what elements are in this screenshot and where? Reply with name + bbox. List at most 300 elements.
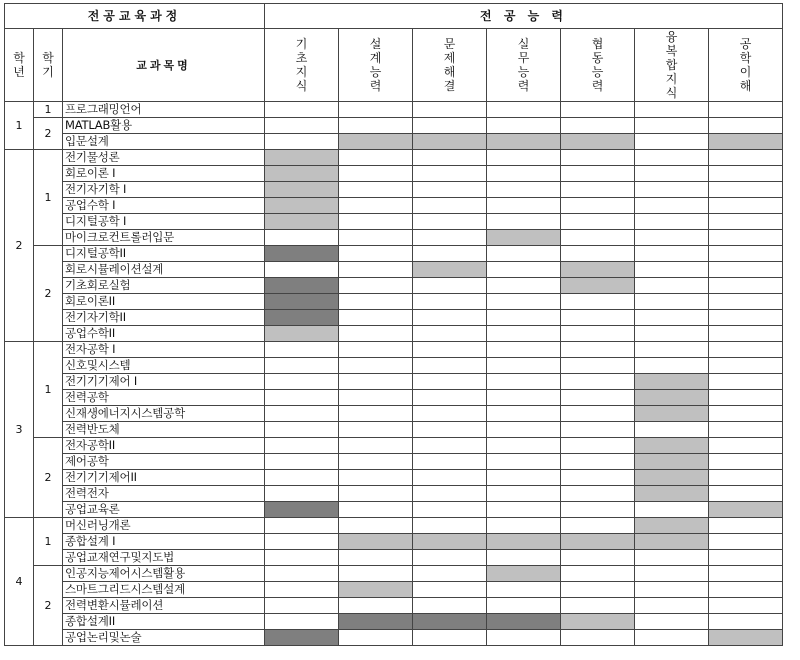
competency-cell	[487, 246, 561, 262]
competency-cell	[709, 134, 783, 150]
competency-cell	[413, 358, 487, 374]
semester-header: 학기	[34, 29, 63, 102]
competency-cell	[413, 422, 487, 438]
table-row	[5, 582, 783, 598]
course-name-cell: 전기자기학II	[63, 310, 265, 326]
competency-cell	[265, 230, 339, 246]
table-row	[5, 150, 783, 166]
course-name-cell: 전기자기학 I	[63, 182, 265, 198]
competency-cell	[561, 118, 635, 134]
course-name-cell: 전력반도체	[63, 422, 265, 438]
competency-cell	[339, 246, 413, 262]
course-name-cell: 공업수학II	[63, 326, 265, 342]
competency-cell	[413, 390, 487, 406]
table-row	[5, 214, 783, 230]
competency-cell	[487, 470, 561, 486]
competency-cell	[265, 598, 339, 614]
course-name-cell: 전기물성론	[63, 150, 265, 166]
competency-cell	[635, 294, 709, 310]
course-name-cell: 디지털공학 I	[63, 214, 265, 230]
competency-cell	[339, 262, 413, 278]
table-row	[5, 230, 783, 246]
competency-header: 전 공 능 력	[265, 4, 783, 29]
course-name-cell: 공업교재연구및지도법	[63, 550, 265, 566]
year-cell: 1	[5, 102, 34, 150]
course-name-cell: 전력전자	[63, 486, 265, 502]
competency-cell	[635, 310, 709, 326]
competency-cell	[487, 518, 561, 534]
competency-cell	[265, 470, 339, 486]
competency-cell	[265, 358, 339, 374]
competency-col-header: 기초지식	[265, 29, 339, 102]
competency-cell	[339, 326, 413, 342]
competency-cell	[265, 102, 339, 118]
competency-cell	[635, 502, 709, 518]
competency-cell	[413, 118, 487, 134]
competency-cell	[339, 518, 413, 534]
course-name-cell: 전력공학	[63, 390, 265, 406]
table-row	[5, 294, 783, 310]
competency-cell	[635, 470, 709, 486]
course-name-cell: 공업교육론	[63, 502, 265, 518]
competency-cell	[413, 406, 487, 422]
course-name-header: 교과목명	[63, 29, 265, 102]
competency-cell	[265, 134, 339, 150]
competency-cell	[487, 486, 561, 502]
competency-cell	[709, 326, 783, 342]
competency-cell	[265, 550, 339, 566]
course-name-cell: 종합설계 I	[63, 534, 265, 550]
competency-cell	[487, 566, 561, 582]
competency-cell	[487, 230, 561, 246]
competency-cell	[561, 374, 635, 390]
competency-cell	[413, 278, 487, 294]
competency-cell	[635, 198, 709, 214]
competency-cell	[635, 422, 709, 438]
competency-cell	[561, 422, 635, 438]
table-row	[5, 390, 783, 406]
competency-cell	[265, 502, 339, 518]
competency-cell	[487, 630, 561, 646]
table-row	[5, 134, 783, 150]
competency-cell	[339, 582, 413, 598]
table-row	[5, 182, 783, 198]
course-name-cell: MATLAB활용	[63, 118, 265, 134]
competency-cell	[339, 358, 413, 374]
table-row	[5, 166, 783, 182]
competency-cell	[709, 118, 783, 134]
semester-cell: 1	[34, 518, 63, 566]
competency-cell	[561, 614, 635, 630]
competency-cell	[561, 134, 635, 150]
competency-cell	[561, 150, 635, 166]
competency-cell	[413, 550, 487, 566]
competency-cell	[265, 630, 339, 646]
competency-cell	[561, 278, 635, 294]
competency-cell	[339, 566, 413, 582]
competency-cell	[635, 358, 709, 374]
competency-cell	[709, 374, 783, 390]
table-row	[5, 278, 783, 294]
competency-col-header: 협동능력	[561, 29, 635, 102]
course-name-cell: 회로이론 I	[63, 166, 265, 182]
competency-cell	[561, 310, 635, 326]
course-rows	[5, 102, 783, 646]
competency-cell	[339, 422, 413, 438]
competency-cell	[709, 438, 783, 454]
competency-cell	[265, 294, 339, 310]
competency-cell	[635, 566, 709, 582]
competency-cell	[635, 630, 709, 646]
competency-cell	[413, 566, 487, 582]
competency-cell	[487, 134, 561, 150]
competency-cell	[709, 310, 783, 326]
competency-cell	[635, 454, 709, 470]
competency-cell	[635, 150, 709, 166]
competency-cell	[709, 598, 783, 614]
competency-cell	[561, 102, 635, 118]
competency-cell	[561, 534, 635, 550]
semester-cell: 2	[34, 118, 63, 150]
course-name-cell: 전기기기제어II	[63, 470, 265, 486]
competency-cell	[339, 278, 413, 294]
competency-cell	[413, 310, 487, 326]
competency-col-header: 문제해결	[413, 29, 487, 102]
competency-cell	[339, 406, 413, 422]
competency-cell	[709, 262, 783, 278]
course-name-cell: 입문설계	[63, 134, 265, 150]
course-name-cell: 기초회로실험	[63, 278, 265, 294]
year-header: 학년	[5, 29, 34, 102]
competency-cell	[709, 342, 783, 358]
semester-cell: 1	[34, 102, 63, 118]
competency-cell	[487, 598, 561, 614]
competency-cell	[709, 294, 783, 310]
competency-cell	[709, 358, 783, 374]
competency-cell	[709, 566, 783, 582]
competency-cell	[487, 374, 561, 390]
competency-cell	[709, 454, 783, 470]
competency-cell	[265, 614, 339, 630]
competency-cell	[339, 214, 413, 230]
curriculum-competency-table	[4, 3, 783, 646]
competency-cell	[487, 278, 561, 294]
course-name-cell: 스마트그리드시스템설계	[63, 582, 265, 598]
competency-cell	[635, 582, 709, 598]
competency-cell	[487, 326, 561, 342]
competency-cell	[561, 582, 635, 598]
competency-cell	[413, 214, 487, 230]
competency-cell	[635, 438, 709, 454]
competency-cell	[265, 582, 339, 598]
competency-cell	[265, 406, 339, 422]
table-row	[5, 534, 783, 550]
competency-cell	[635, 598, 709, 614]
competency-cell	[487, 102, 561, 118]
course-name-cell: 공업논리및논술	[63, 630, 265, 646]
competency-cell	[487, 454, 561, 470]
competency-cell	[709, 390, 783, 406]
competency-cell	[339, 502, 413, 518]
competency-cell	[265, 150, 339, 166]
competency-cell	[265, 534, 339, 550]
competency-cell	[709, 102, 783, 118]
competency-cell	[413, 534, 487, 550]
competency-cell	[339, 454, 413, 470]
semester-cell: 1	[34, 150, 63, 246]
competency-cell	[413, 198, 487, 214]
table-row	[5, 342, 783, 358]
competency-cell	[709, 630, 783, 646]
course-name-cell: 제어공학	[63, 454, 265, 470]
competency-cell	[635, 134, 709, 150]
competency-cell	[487, 422, 561, 438]
competency-cell	[561, 214, 635, 230]
course-name-cell: 공업수학 I	[63, 198, 265, 214]
competency-cell	[635, 614, 709, 630]
competency-cell	[635, 518, 709, 534]
table-row	[5, 310, 783, 326]
course-name-cell: 전력변환시뮬레이션	[63, 598, 265, 614]
competency-cell	[635, 342, 709, 358]
competency-cell	[487, 614, 561, 630]
competency-cell	[413, 166, 487, 182]
competency-cell	[413, 374, 487, 390]
year-cell: 3	[5, 342, 34, 518]
table-row	[5, 486, 783, 502]
competency-cell	[339, 534, 413, 550]
competency-cell	[561, 406, 635, 422]
competency-col-header: 공학이해	[709, 29, 783, 102]
competency-cell	[339, 374, 413, 390]
competency-cell	[339, 486, 413, 502]
competency-cell	[487, 342, 561, 358]
table-row	[5, 118, 783, 134]
competency-cell	[265, 214, 339, 230]
competency-cell	[413, 582, 487, 598]
table-row	[5, 198, 783, 214]
competency-cell	[339, 550, 413, 566]
competency-cell	[265, 326, 339, 342]
course-name-cell: 회로시뮬레이션설계	[63, 262, 265, 278]
competency-cell	[635, 278, 709, 294]
course-name-cell: 전자공학II	[63, 438, 265, 454]
competency-cell	[339, 134, 413, 150]
competency-col-header: 설계능력	[339, 29, 413, 102]
competency-cell	[339, 390, 413, 406]
competency-cell	[265, 198, 339, 214]
competency-cell	[561, 630, 635, 646]
competency-cell	[709, 150, 783, 166]
course-name-cell: 종합설계II	[63, 614, 265, 630]
competency-cell	[561, 230, 635, 246]
competency-cell	[561, 390, 635, 406]
competency-cell	[709, 502, 783, 518]
competency-cell	[561, 454, 635, 470]
competency-cell	[561, 438, 635, 454]
course-name-cell: 신호및시스템	[63, 358, 265, 374]
competency-col-header: 실무능력	[487, 29, 561, 102]
competency-cell	[709, 246, 783, 262]
competency-cell	[413, 614, 487, 630]
course-name-cell: 신재생에너지시스템공학	[63, 406, 265, 422]
competency-cell	[339, 614, 413, 630]
competency-cell	[561, 502, 635, 518]
competency-cell	[265, 262, 339, 278]
competency-cell	[561, 294, 635, 310]
table-row	[5, 502, 783, 518]
table-row	[5, 246, 783, 262]
competency-cell	[635, 166, 709, 182]
competency-cell	[487, 310, 561, 326]
competency-cell	[487, 262, 561, 278]
course-name-cell: 인공지능제어시스템활용	[63, 566, 265, 582]
competency-cell	[339, 150, 413, 166]
competency-cell	[635, 550, 709, 566]
competency-cell	[561, 198, 635, 214]
competency-cell	[709, 518, 783, 534]
competency-cell	[339, 230, 413, 246]
table-row	[5, 550, 783, 566]
table-row	[5, 422, 783, 438]
competency-cell	[413, 294, 487, 310]
competency-matrix	[4, 3, 783, 646]
competency-cell	[561, 262, 635, 278]
course-name-cell: 디지털공학II	[63, 246, 265, 262]
competency-cell	[709, 550, 783, 566]
competency-cell	[413, 230, 487, 246]
competency-cell	[487, 406, 561, 422]
competency-cell	[709, 278, 783, 294]
competency-cell	[265, 278, 339, 294]
competency-cell	[265, 566, 339, 582]
competency-cell	[487, 182, 561, 198]
competency-cell	[709, 406, 783, 422]
competency-cell	[487, 582, 561, 598]
competency-cell	[487, 166, 561, 182]
competency-cell	[635, 534, 709, 550]
competency-cell	[635, 182, 709, 198]
curriculum-header: 전공교육과정	[5, 4, 265, 29]
competency-cell	[413, 518, 487, 534]
competency-cell	[339, 182, 413, 198]
table-row	[5, 262, 783, 278]
table-row	[5, 102, 783, 118]
competency-cell	[265, 182, 339, 198]
competency-cell	[709, 198, 783, 214]
competency-cell	[413, 326, 487, 342]
course-name-cell: 마이크로컨트롤러입문	[63, 230, 265, 246]
table-row	[5, 518, 783, 534]
competency-cell	[709, 214, 783, 230]
competency-cell	[413, 454, 487, 470]
competency-cell	[561, 326, 635, 342]
table-row	[5, 614, 783, 630]
table-row	[5, 454, 783, 470]
table-row	[5, 374, 783, 390]
course-name-cell: 전자공학 I	[63, 342, 265, 358]
competency-cell	[561, 566, 635, 582]
year-cell: 4	[5, 518, 34, 646]
competency-cell	[487, 534, 561, 550]
table-row	[5, 358, 783, 374]
competency-cell	[413, 182, 487, 198]
competency-cell	[487, 358, 561, 374]
competency-cell	[413, 630, 487, 646]
competency-cell	[339, 118, 413, 134]
competency-cell	[265, 438, 339, 454]
competency-cell	[487, 390, 561, 406]
competency-cell	[561, 182, 635, 198]
competency-cell	[561, 470, 635, 486]
competency-cell	[265, 166, 339, 182]
competency-cell	[413, 502, 487, 518]
competency-cell	[413, 598, 487, 614]
competency-cell	[487, 118, 561, 134]
competency-cell	[561, 550, 635, 566]
course-name-cell: 프로그래밍언어	[63, 102, 265, 118]
competency-cell	[413, 262, 487, 278]
competency-cell	[487, 294, 561, 310]
competency-col-header: 융복합지식	[635, 29, 709, 102]
competency-cell	[561, 598, 635, 614]
competency-cell	[265, 422, 339, 438]
competency-cell	[265, 486, 339, 502]
competency-cell	[635, 118, 709, 134]
course-name-cell: 전기기기제어 I	[63, 374, 265, 390]
course-name-cell: 머신러닝개론	[63, 518, 265, 534]
competency-cell	[487, 550, 561, 566]
competency-cell	[635, 102, 709, 118]
competency-cell	[265, 118, 339, 134]
competency-cell	[339, 470, 413, 486]
table-row	[5, 566, 783, 582]
competency-cell	[561, 486, 635, 502]
competency-cell	[635, 406, 709, 422]
competency-cell	[413, 150, 487, 166]
competency-cell	[487, 150, 561, 166]
competency-cell	[635, 230, 709, 246]
competency-cell	[265, 518, 339, 534]
competency-cell	[339, 294, 413, 310]
competency-cell	[709, 470, 783, 486]
semester-cell: 2	[34, 246, 63, 342]
competency-cell	[413, 470, 487, 486]
competency-cell	[265, 310, 339, 326]
competency-cell	[487, 198, 561, 214]
competency-cell	[265, 246, 339, 262]
competency-cell	[709, 486, 783, 502]
competency-cell	[413, 246, 487, 262]
table-row	[5, 630, 783, 646]
competency-cell	[265, 342, 339, 358]
course-name-cell: 회로이론II	[63, 294, 265, 310]
competency-cell	[561, 166, 635, 182]
competency-cell	[265, 390, 339, 406]
competency-cell	[487, 502, 561, 518]
table-row	[5, 470, 783, 486]
competency-cell	[561, 246, 635, 262]
competency-cell	[413, 438, 487, 454]
table-row	[5, 598, 783, 614]
competency-cell	[709, 534, 783, 550]
competency-cell	[413, 102, 487, 118]
competency-cell	[709, 614, 783, 630]
competency-cell	[709, 230, 783, 246]
competency-cell	[635, 262, 709, 278]
competency-cell	[265, 374, 339, 390]
semester-cell: 2	[34, 438, 63, 518]
